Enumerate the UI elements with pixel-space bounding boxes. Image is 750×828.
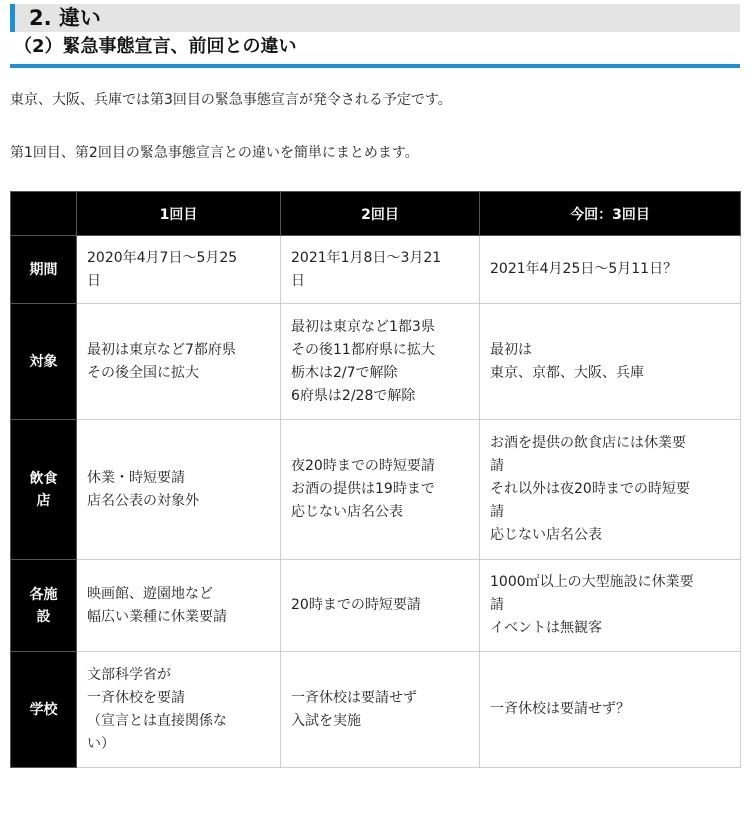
intro-paragraph-2: 第1回目、第2回目の緊急事態宣言との違いを簡単にまとめます。 <box>10 145 419 161</box>
table-cell: 夜20時までの時短要請 お酒の提供は19時まで 応じない店名公表 <box>281 420 480 560</box>
table-cell: 休業・時短要請 店名公表の対象外 <box>77 420 281 560</box>
table-row-period <box>11 236 741 304</box>
table-cell: 2020年4月7日〜5月25 日 <box>77 236 281 304</box>
table-cell: 2021年1月8日〜3月21 日 <box>281 236 480 304</box>
table-cell: 文部科学省が 一斉休校を要請 （宣言とは直接関係な い） <box>77 652 281 768</box>
table-cell: 一斉休校は要請せず？ <box>480 652 741 768</box>
header-first: 1回目 <box>77 192 281 236</box>
table-cell: 一斉休校は要請せず 入試を実施 <box>281 652 480 768</box>
table-cell: お酒を提供の飲食店には休業要 請 それ以外は夜20時までの時短要 請 応じない店名公表 <box>480 420 741 560</box>
section-heading: 2. 違い <box>10 4 740 32</box>
table-row-restaurants <box>11 420 741 560</box>
table-cell: 1000㎡以上の大型施設に休業要 請 イベントは無観客 <box>480 560 741 652</box>
comparison-table <box>10 191 741 768</box>
row-label: 学校 <box>11 652 77 768</box>
row-label: 各施 設 <box>11 560 77 652</box>
row-label: 飲食 店 <box>11 420 77 560</box>
subsection-heading: （2）緊急事態宣言、前回との違い <box>10 34 740 68</box>
header-third: 今回：3回目 <box>480 192 741 236</box>
table-cell: 2021年4月25日〜5月11日？ <box>480 236 741 304</box>
table-row-schools <box>11 652 741 768</box>
row-label: 対象 <box>11 304 77 420</box>
row-label: 期間 <box>11 236 77 304</box>
table-row-facilities <box>11 560 741 652</box>
table-cell: 20時までの時短要請 <box>281 560 480 652</box>
table-cell: 最初は 東京、京都、大阪、兵庫 <box>480 304 741 420</box>
table-cell: 最初は東京など1都3県 その後11都府県に拡大 栃木は2/7で解除 6府県は2/28で解除 <box>281 304 480 420</box>
header-corner <box>11 192 77 236</box>
table-row-target <box>11 304 741 420</box>
table-header-row <box>11 192 741 236</box>
table-cell: 最初は東京など7都府県 その後全国に拡大 <box>77 304 281 420</box>
table-cell: 映画館、遊園地など 幅広い業種に休業要請 <box>77 560 281 652</box>
intro-paragraph-1: 東京、大阪、兵庫では第3回目の緊急事態宣言が発令される予定です。 <box>10 92 452 108</box>
header-second: 2回目 <box>281 192 480 236</box>
